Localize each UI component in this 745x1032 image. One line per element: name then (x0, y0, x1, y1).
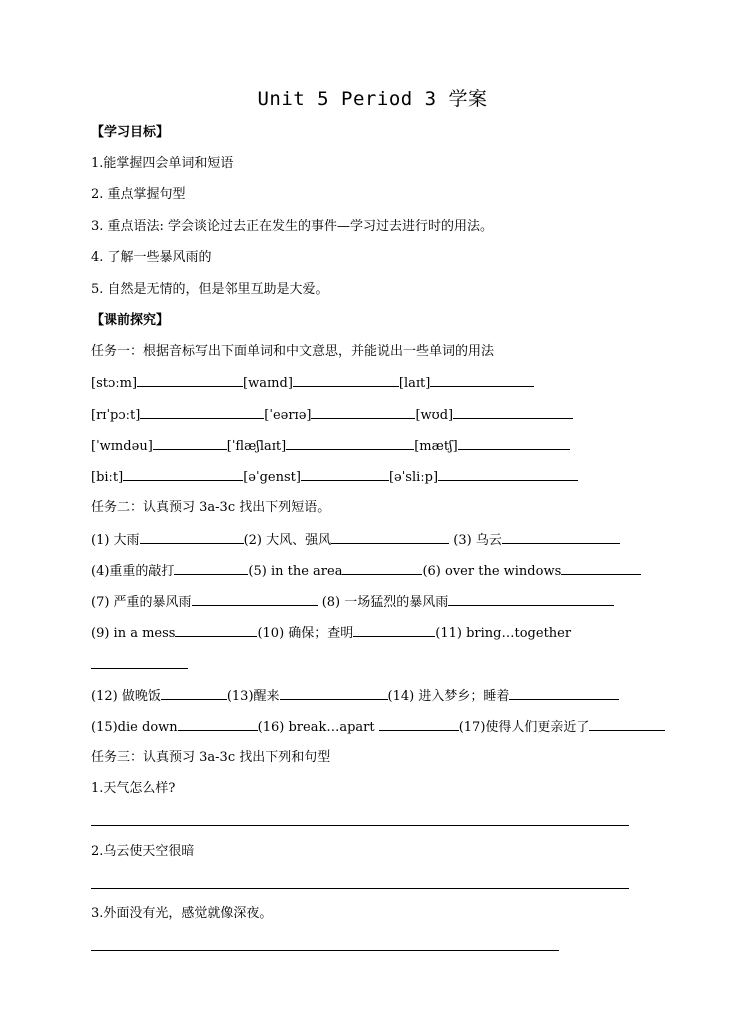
task2-row (91, 529, 620, 551)
answer-blank[interactable] (301, 466, 389, 481)
answer-blank[interactable] (353, 622, 435, 637)
answer-blank[interactable] (123, 466, 243, 481)
phrase-label: (5) in the area (248, 564, 343, 579)
phrase-label: (7) 严重的暴风雨 (91, 595, 192, 610)
objective-item: 2. 重点掌握句型 (91, 187, 186, 202)
answer-blank[interactable] (140, 529, 244, 544)
answer-blank[interactable] (293, 372, 399, 387)
page-title: Unit 5 Period 3 学案 (257, 88, 488, 110)
phonetic-label: [ˈeərɪə] (264, 408, 312, 423)
answer-blank[interactable] (561, 560, 641, 575)
task2-row (91, 716, 665, 738)
phonetic-label: [wʊd] (415, 408, 454, 423)
phonetic-label: [rɪˈpɔːt] (91, 408, 141, 423)
answer-blank[interactable] (137, 372, 243, 387)
task1-row (91, 372, 534, 394)
objective-item: 5. 自然是无情的，但是邻里互助是大爱。 (91, 282, 329, 297)
phrase-label: (1) 大雨 (91, 533, 140, 548)
task2-row (91, 591, 614, 613)
phrase-label: (17)使得人们更亲近了 (458, 720, 590, 735)
section-heading-objectives: 【学习目标】 (91, 125, 170, 140)
phonetic-label: [əˈgenst] (243, 470, 301, 485)
phrase-label: (3) 乌云 (453, 533, 502, 548)
section-heading-preview: 【课前探究】 (91, 313, 170, 328)
phonetic-label: [ˈflæʃlaɪt] (226, 439, 287, 454)
phrase-label: (10) 确保；查明 (257, 626, 354, 641)
phrase-label: (16) break…apart (257, 720, 375, 735)
answer-blank[interactable] (311, 404, 415, 419)
task2-row (91, 685, 619, 707)
answer-blank[interactable] (448, 591, 614, 606)
task1-row (91, 466, 578, 488)
task2-row (91, 622, 571, 644)
phrase-label: (8) 一场猛烈的暴风雨 (321, 595, 449, 610)
phrase-label: (2) 大风、强风 (243, 533, 332, 548)
task1-row (91, 404, 573, 426)
phonetic-label: [stɔːm] (91, 376, 138, 391)
phonetic-label: [ˈwɪndəu] (91, 439, 153, 454)
answer-blank[interactable] (178, 716, 258, 731)
answer-blank[interactable] (438, 466, 578, 481)
task3-question: 3.外面没有光，感觉就像深夜。 (91, 906, 273, 921)
objective-item: 3. 重点语法: 学会谈论过去正在发生的事件—学习过去进行时的用法。 (91, 219, 494, 234)
answer-blank[interactable] (91, 654, 188, 669)
answer-line[interactable] (91, 950, 559, 951)
phrase-label: (9) in a mess (91, 626, 176, 641)
task1-row (91, 435, 570, 457)
answer-line[interactable] (91, 888, 629, 889)
answer-blank[interactable] (453, 404, 573, 419)
objective-item: 1.能掌握四会单词和短语 (91, 156, 234, 171)
phrase-label: (13)醒来 (226, 689, 280, 704)
phrase-label: (4)重重的敲打 (91, 564, 175, 579)
answer-blank[interactable] (192, 591, 318, 606)
phonetic-label: [laɪt] (398, 376, 431, 391)
answer-line[interactable] (91, 825, 629, 826)
task2-title: 任务二：认真预习 3a-3c 找出下列短语。 (91, 500, 331, 515)
answer-blank[interactable] (153, 435, 227, 450)
answer-blank[interactable] (509, 685, 619, 700)
phonetic-label: [waɪnd] (243, 376, 293, 391)
phrase-label: (14) 进入梦乡；睡着 (387, 689, 510, 704)
answer-blank[interactable] (342, 560, 422, 575)
answer-blank[interactable] (280, 685, 388, 700)
task3-question: 2.乌云使天空很暗 (91, 844, 195, 859)
answer-blank[interactable] (175, 622, 257, 637)
task3-question: 1.天气怎么样? (91, 781, 176, 796)
phonetic-label: [biːt] (91, 470, 124, 485)
task2-row-continued (91, 654, 188, 676)
answer-blank[interactable] (174, 560, 248, 575)
answer-blank[interactable] (379, 716, 459, 731)
objective-item: 4. 了解一些暴风雨的 (91, 250, 212, 265)
answer-blank[interactable] (140, 404, 264, 419)
task3-title: 任务三：认真预习 3a-3c 找出下列和句型 (91, 750, 331, 765)
answer-blank[interactable] (286, 435, 414, 450)
phonetic-label: [mætʃ] (414, 439, 458, 454)
phrase-label: (11) bring…together (435, 626, 572, 641)
answer-blank[interactable] (161, 685, 227, 700)
phrase-label: (6) over the windows (422, 564, 562, 579)
phrase-label: (15)die down (91, 720, 178, 735)
phonetic-label: [əˈsliːp] (388, 470, 439, 485)
answer-blank[interactable] (502, 529, 620, 544)
answer-blank[interactable] (331, 529, 449, 544)
task1-title: 任务一：根据音标写出下面单词和中文意思，并能说出一些单词的用法 (91, 344, 495, 359)
answer-blank[interactable] (458, 435, 570, 450)
phrase-label: (12) 做晚饭 (91, 689, 161, 704)
answer-blank[interactable] (430, 372, 534, 387)
task2-row (91, 560, 641, 582)
answer-blank[interactable] (589, 716, 665, 731)
